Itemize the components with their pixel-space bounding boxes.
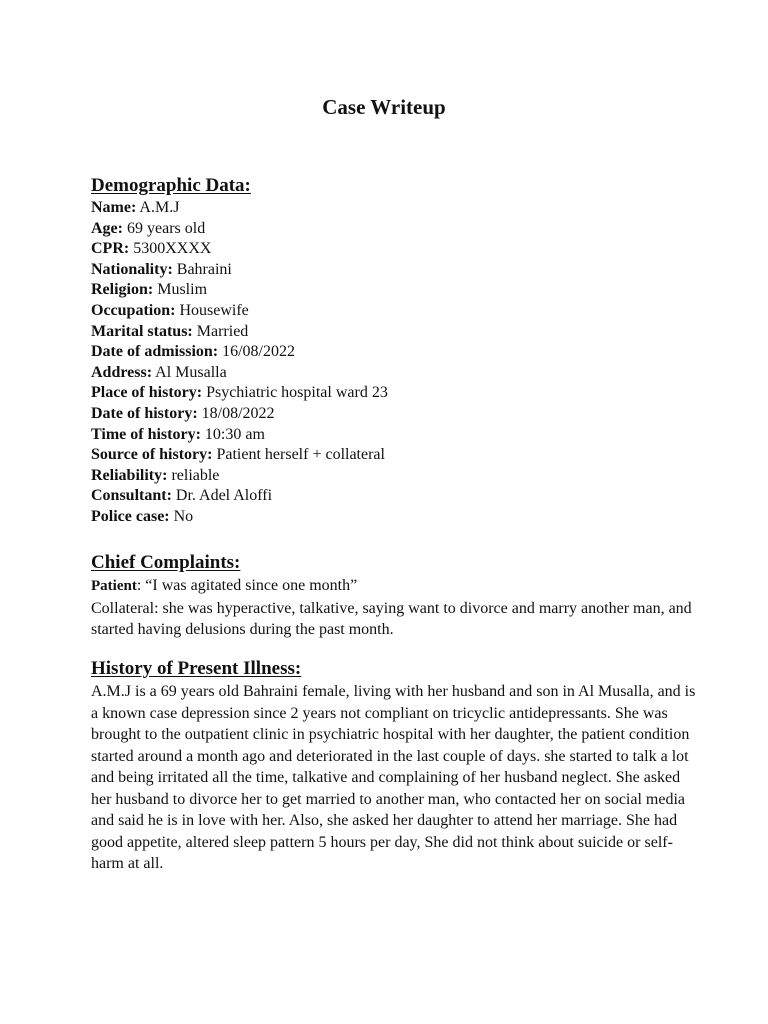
- field-label: Time of history:: [91, 425, 201, 443]
- field-label: Place of history:: [91, 384, 203, 402]
- document-title: Case Writeup: [322, 95, 446, 119]
- field-place-of-history: [91, 383, 711, 404]
- field-label: Consultant:: [91, 487, 172, 505]
- field-value: Psychiatric hospital ward 23: [202, 384, 388, 402]
- field-time-of-history: [91, 425, 711, 446]
- demographic-heading: Demographic Data:: [91, 175, 251, 196]
- field-label: Age:: [91, 219, 123, 237]
- field-label: Occupation:: [91, 301, 176, 319]
- field-reliability: [91, 466, 711, 487]
- field-label: Source of history:: [91, 446, 213, 464]
- chief-complaints-section: [91, 551, 711, 641]
- field-marital-status: [91, 322, 711, 343]
- field-label: Reliability:: [91, 466, 168, 484]
- field-value: A.M.J: [136, 199, 180, 216]
- field-nationality: [91, 260, 711, 281]
- field-value: Housewife: [175, 301, 249, 319]
- field-value: 18/08/2022: [197, 404, 275, 422]
- field-address: [91, 363, 711, 384]
- patient-complaint: [91, 575, 711, 598]
- field-date-of-history: [91, 404, 711, 425]
- field-value: 69 years old: [122, 219, 206, 237]
- patient-complaint-text: : “I was agitated since one month”: [136, 577, 358, 594]
- field-name: [91, 198, 711, 219]
- field-consultant: [91, 486, 711, 507]
- field-label: Date of history:: [91, 404, 198, 422]
- field-cpr: [91, 239, 711, 260]
- field-value: Dr. Adel Aloffi: [171, 487, 273, 505]
- field-value: 16/08/2022: [218, 343, 295, 361]
- field-religion: [91, 280, 711, 301]
- collateral-complaint: Collateral: she was hyperactive, talkative, saying want to divorce and marry another man, and started having delusions during the past month.: [91, 599, 692, 638]
- field-value: 10:30 am: [200, 425, 265, 443]
- field-label: Nationality:: [91, 260, 173, 278]
- field-value: Al Musalla: [152, 363, 227, 381]
- chief-complaints-heading: Chief Complaints:: [91, 552, 241, 573]
- demographic-section: [91, 174, 711, 528]
- history-present-illness-text: A.M.J is a 69 years old Bahraini female, living with her husband and son in Al Musalla, and is a known case depression since 2 years not compliant on tricyclic antidepressants. She was brought to the outpatient clinic in psychiatric hospital with her daughter, the patient condition started around a month ago and deteriorated in the last couple of days. she started to talk a lot and being irritated all the time, talkative and complaining of her husband neglect. She asked her husband to divorce her to get married to another man, who contacted her on social media and said he is in love with her. Also, she asked her daughter to attend her marriage. She had good appetite, altered sleep pattern 5 hours per day, She did not think about suicide or self-harm at all.: [91, 683, 696, 872]
- field-label: CPR:: [91, 240, 130, 258]
- field-label: Religion:: [91, 281, 154, 299]
- field-value: reliable: [167, 466, 220, 484]
- field-label: Address:: [91, 363, 153, 381]
- patient-label: Patient: [91, 578, 137, 594]
- field-value: No: [169, 507, 194, 525]
- history-present-illness-section: [91, 657, 711, 875]
- history-present-illness-heading: History of Present Illness:: [91, 658, 302, 679]
- field-label: Marital status:: [91, 322, 193, 340]
- field-date-of-admission: [91, 342, 711, 363]
- field-police-case: [91, 507, 711, 528]
- field-value: Muslim: [153, 281, 208, 299]
- field-label: Police case:: [91, 507, 170, 525]
- field-label: Name:: [91, 199, 137, 216]
- field-age: [91, 219, 711, 240]
- field-value: 5300XXXX: [129, 240, 212, 258]
- field-source-of-history: [91, 445, 711, 466]
- field-label: Date of admission:: [91, 343, 219, 361]
- field-occupation: [91, 301, 711, 322]
- field-value: Patient herself + collateral: [212, 446, 385, 464]
- field-value: Married: [192, 322, 249, 340]
- field-value: Bahraini: [172, 260, 232, 278]
